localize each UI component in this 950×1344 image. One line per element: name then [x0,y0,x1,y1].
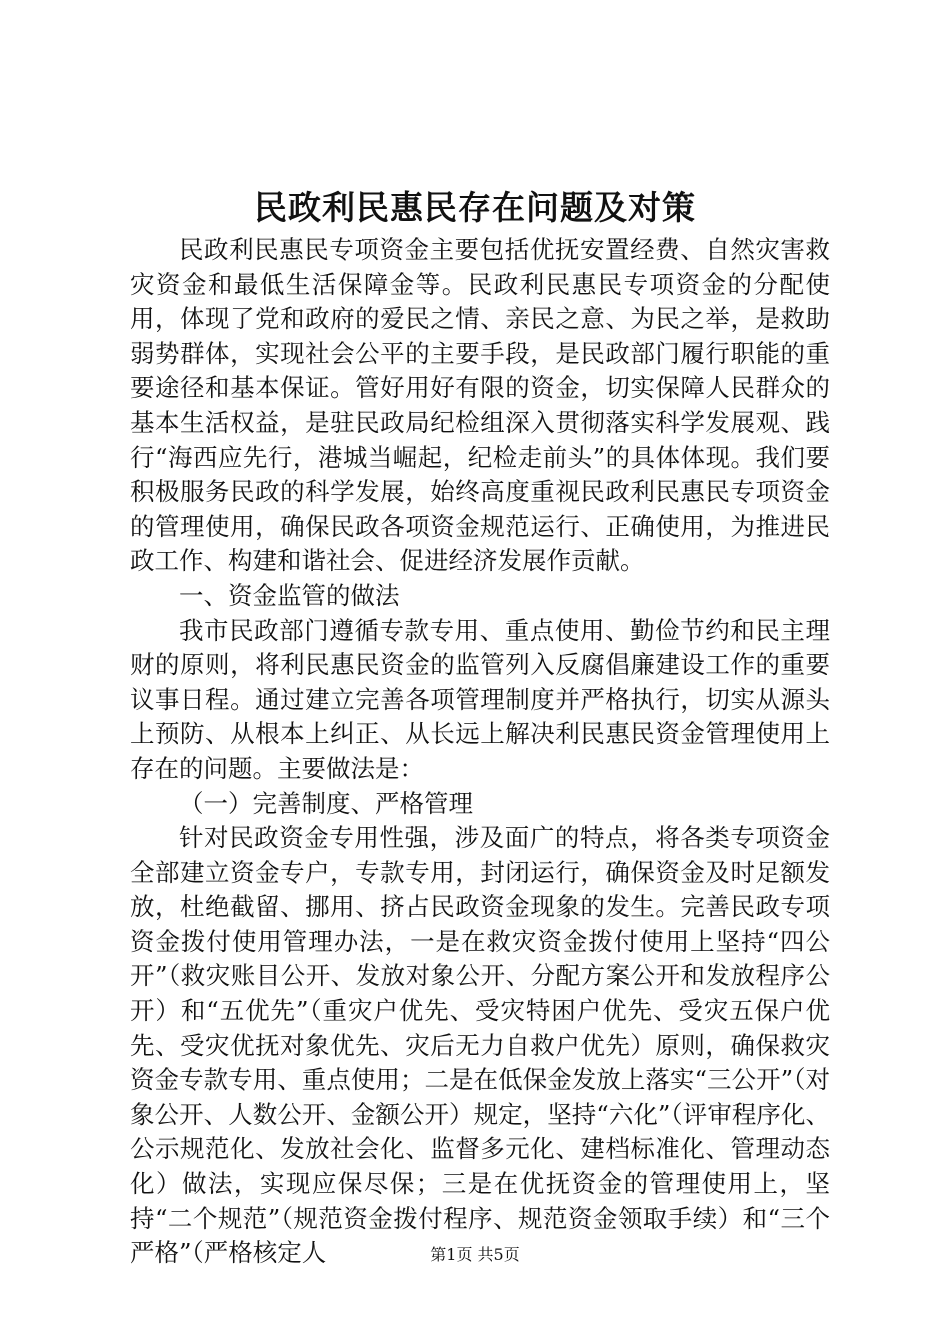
document-body [130,233,830,1271]
page-footer: 第1页 共5页 [430,1245,520,1264]
section-paragraph: 我市民政部门遵循专款专用、重点使用、勤俭节约和民主理财的原则，将利民惠民资金的监管列入反腐倡廉建设工作的重要议事日程。通过建立完善各项管理制度并严格执行，切实从源头上预防、从根本上纠正、从长远上解决利民惠民资金管理使用上存在的问题。主要做法是： [130,615,830,783]
section-heading: 一、资金监管的做法 [179,580,400,610]
subsection-heading: （一）完善制度、严格管理 [179,788,473,818]
document-title: 民政利民惠民存在问题及对策 [254,188,696,227]
intro-paragraph: 民政利民惠民专项资金主要包括优抚安置经费、自然灾害救灾资金和最低生活保障金等。民政利民惠民专项资金的分配使用，体现了党和政府的爱民之情、亲民之意、为民之举，是救助弱势群体，实现社会公平的主要手段，是民政部门履行职能的重要途径和基本保证。管好用好有限的资金，切实保障人民群众的基本生活权益，是驻民政局纪检组深入贯彻落实科学发展观、践行“海西应先行，港城当崛起，纪检走前头”的具体体现。我们要积极服务民政的科学发展，始终高度重视民政利民惠民专项资金的管理使用，确保民政各项资金规范运行、正确使用，为推进民政工作、构建和谐社会、促进经济发展作贡献。 [130,235,830,576]
subsection-paragraph: 针对民政资金专用性强，涉及面广的特点，将各类专项资金全部建立资金专户，专款专用，封闭运行，确保资金及时足额发放，杜绝截留、挪用、挤占民政资金现象的发生。完善民政专项资金拨付使用管理办法，一是在救灾资金拨付使用上坚持“四公开”（救灾账目公开、发放对象公开、分配方案公开和发放程序公开）和“五优先”（重灾户优先、受灾特困户优先、受灾五保户优先、受灾优抚对象优先、灾后无力自救户优先）原则，确保救灾资金专款专用、重点使用；二是在低保金发放上落实“三公开”（对象公开、人数公开、金额公开）规定，坚持“六化”（评审程序化、公示规范化、发放社会化、监督多元化、建档标准化、管理动态化）做法，实现应保尽保；三是在优抚资金的管理使用上，坚持“二个规范”（规范资金拨付程序、规范资金领取手续）和“三个严格”（严格核定人 [130,823,830,1268]
